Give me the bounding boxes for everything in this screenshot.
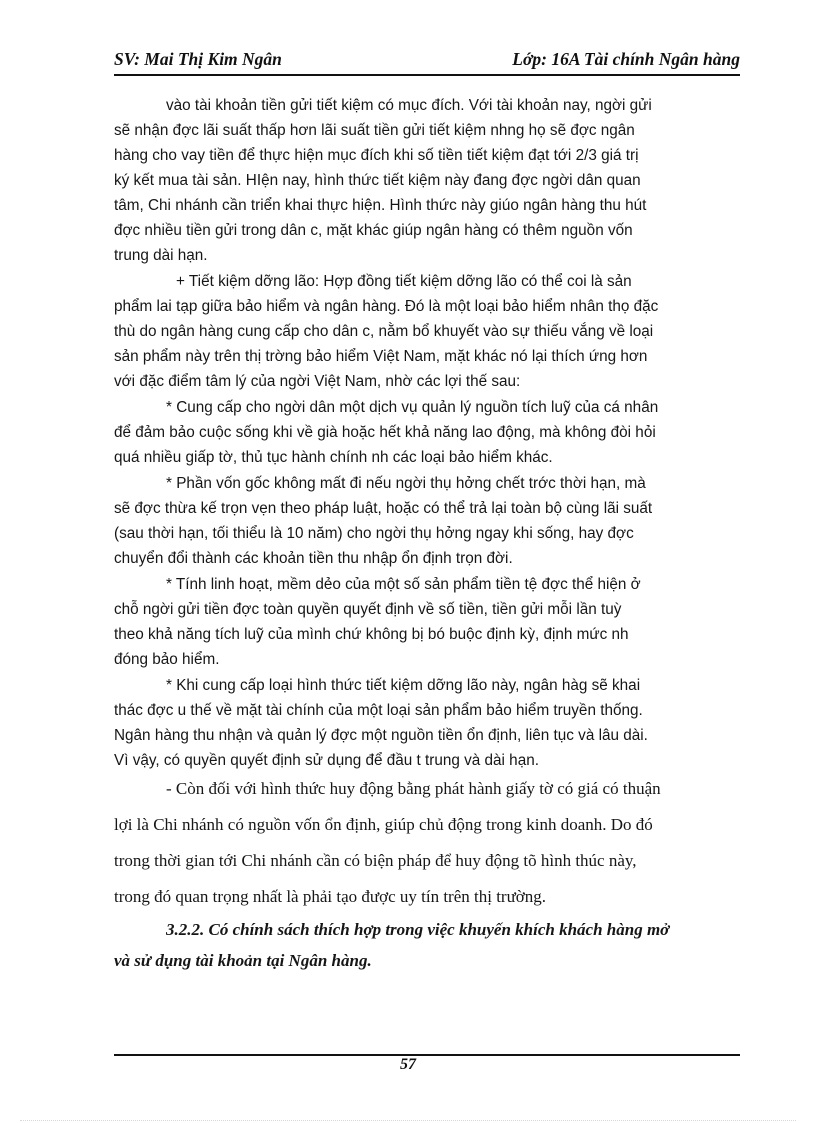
text-line: chuyển đổi thành các khoản tiền thu nhập ổn định trọn đời.	[114, 550, 513, 567]
page-number: 57	[400, 1056, 416, 1073]
text-line: theo khả năng tích luỹ của mình chứ không bị bó buộc định kỳ, định mức nh	[114, 626, 629, 643]
text-line: (sau thời hạn, tối thiểu là 10 năm) cho ngời thụ hởng ngay khi sống, hay đợc	[114, 525, 634, 542]
header-author: SV: Mai Thị Kim Ngân	[114, 49, 282, 69]
text-line: tâm, Chi nhánh cần triển khai thực hiện. Hình thức này giúo ngân hàng thu hút	[114, 197, 647, 214]
text-line: để đảm bảo cuộc sống khi về già hoặc hết khả năng lao động, mà không đòi hỏi	[114, 424, 656, 441]
text-line: * Phần vốn gốc không mất đi nếu ngời thụ hởng chết trớc thời hạn, mà	[166, 475, 646, 492]
text-line: thác đợc u thế về mặt tài chính của một loại sản phẩm bảo hiểm truyền thống.	[114, 702, 643, 719]
text-line: hàng cho vay tiền để thực hiện mục đích khi số tiền tiết kiệm đạt tới 2/3 giá trị	[114, 147, 639, 164]
header-divider	[114, 74, 740, 76]
text-line: đợc nhiều tiền gửi trong dân c, mặt khác giúp ngân hàng có thêm nguồn vốn	[114, 222, 633, 239]
text-line: lợi là Chi nhánh có nguồn vốn ổn định, giúp chủ động trong kinh doanh. Do đó	[114, 815, 653, 834]
text-line: - Còn đối với hình thức huy động bằng phát hành giấy tờ có giá có thuận	[166, 779, 661, 798]
text-line: sẽ đợc thừa kế trọn vẹn theo pháp luật, hoặc có thể trả lại toàn bộ cùng lãi suất	[114, 500, 653, 517]
page-edge-dotted-line	[20, 1120, 796, 1121]
text-line: với đặc điểm tâm lý của ngời Việt Nam, nhờ các lợi thế sau:	[114, 373, 521, 390]
text-line: thù do ngân hàng cung cấp cho dân c, nằm bổ khuyết vào sự thiếu vắng về loại	[114, 323, 654, 340]
text-line: chỗ ngời gửi tiền đợc toàn quyền quyết định về số tiền, tiền gửi mỗi lần tuỳ	[114, 601, 622, 618]
text-line: đóng bảo hiểm.	[114, 651, 220, 668]
text-line: vào tài khoản tiền gửi tiết kiệm có mục đích. Với tài khoản nay, ngời gửi	[166, 97, 652, 114]
page-header	[114, 46, 740, 72]
text-line: sẽ nhận đợc lãi suất thấp hơn lãi suất tiền gửi tiết kiệm nhng họ sẽ đợc ngân	[114, 122, 635, 139]
text-line: trong đó quan trọng nhất là phải tạo được uy tín trên thị trường.	[114, 887, 547, 906]
text-line: + Tiết kiệm dỡng lão: Hợp đồng tiết kiệm dỡng lão có thể coi là sản	[176, 273, 632, 290]
text-line: Ngân hàng thu nhận và quản lý đợc một nguồn tiền ổn định, liên tục và lâu dài.	[114, 727, 648, 744]
text-line: phẩm lai tạp giữa bảo hiểm và ngân hàng. Đó là một loại bảo hiểm nhân thọ đặc	[114, 298, 659, 315]
text-line: * Tính linh hoạt, mềm dẻo của một số sản phẩm tiền tệ đợc thể hiện ở	[166, 576, 641, 593]
text-line: ký kết mua tài sản. HIện nay, hình thức tiết kiệm này đang đợc ngời dân quan	[114, 172, 641, 189]
heading-line: và sử dụng tài khoản tại Ngân hàng.	[114, 951, 372, 970]
text-line: sản phẩm này trên thị trờng bảo hiểm Việt Nam, mặt khác nó lại thích ứng hơn	[114, 348, 648, 365]
text-line: trung dài hạn.	[114, 247, 208, 264]
heading-line: 3.2.2. Có chính sách thích hợp trong việc khuyến khích khách hàng mở	[166, 920, 670, 939]
text-line: Vì vậy, có quyền quyết định sử dụng để đầu t trung và dài hạn.	[114, 752, 539, 769]
text-line: * Khi cung cấp loại hình thức tiết kiệm dỡng lão này, ngân hàg sẽ khai	[166, 677, 641, 694]
text-line: quá nhiều giấp tờ, thủ tục hành chính nh các loại bảo hiểm khác.	[114, 449, 553, 466]
header-class: Lớp: 16A Tài chính Ngân hàng	[512, 49, 740, 69]
text-line: trong thời gian tới Chi nhánh cần có biện pháp để huy động tõ hình thúc này,	[114, 851, 637, 870]
text-line: * Cung cấp cho ngời dân một dịch vụ quản lý nguồn tích luỹ của cá nhân	[166, 399, 659, 416]
